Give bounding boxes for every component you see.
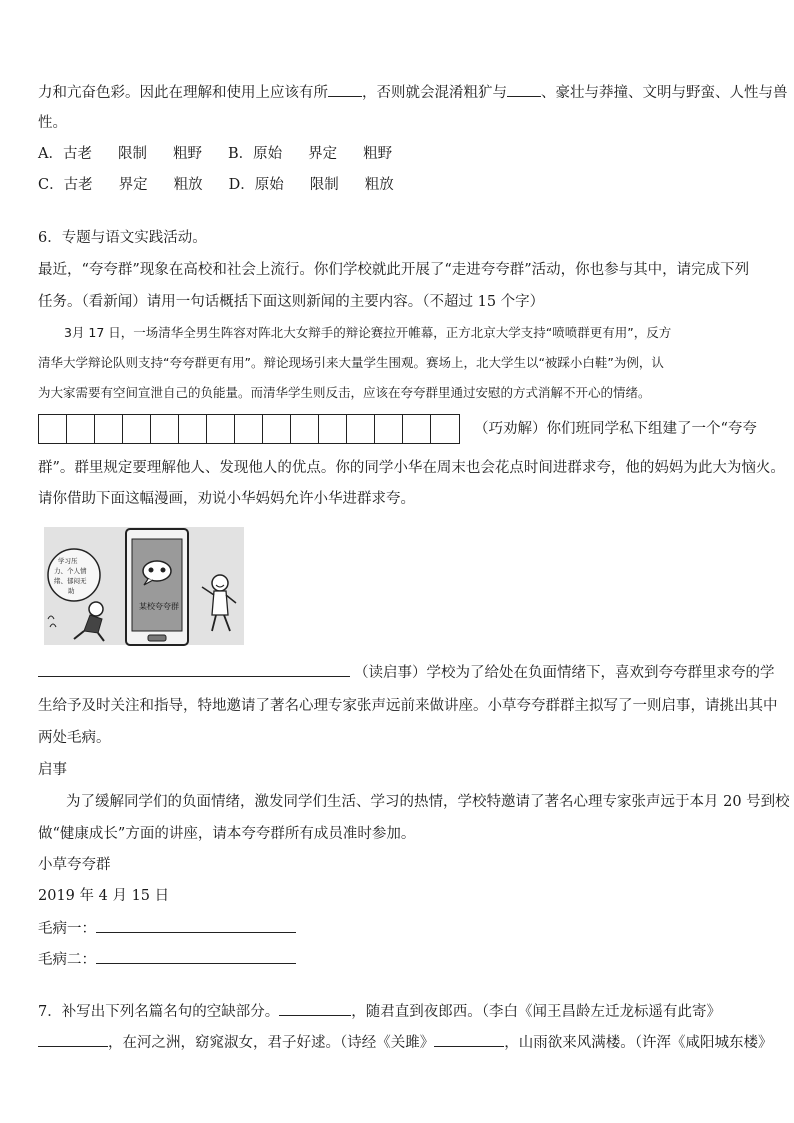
- answer-grid-cell[interactable]: [179, 415, 207, 443]
- option-d-1[interactable]: D．原始: [228, 177, 284, 193]
- q7-blank-2[interactable]: [38, 1031, 108, 1047]
- option-c-3: 粗放: [173, 177, 203, 193]
- option-b-1[interactable]: B．原始: [227, 146, 283, 162]
- happy-person: [212, 575, 228, 591]
- option-b-2: 界定: [308, 146, 338, 162]
- option-b-3: 粗野: [363, 146, 393, 162]
- task3-line-1: （读启事）学校为了给处在负面情绪下，喜欢到夸夸群里求夸的学: [354, 665, 775, 681]
- error-1-row: [38, 917, 296, 939]
- answer-grid-cell[interactable]: [39, 415, 67, 443]
- option-a-2: 限制: [117, 146, 147, 162]
- answer-grid-cell[interactable]: [207, 415, 235, 443]
- answer-grid-cell[interactable]: [151, 415, 179, 443]
- q5-stem-end: 性。: [38, 115, 67, 131]
- answer-grid[interactable]: [38, 414, 460, 444]
- notice-title: 启事: [38, 762, 67, 778]
- answer-grid-cell[interactable]: [291, 415, 319, 443]
- q6-intro-line-2: 任务。（看新闻）请用一句话概括下面这则新闻的主要内容。（不超过 15 个字）: [38, 294, 545, 310]
- q7-line-1: [38, 1000, 721, 1022]
- answer-grid-cell[interactable]: [263, 415, 291, 443]
- answer-grid-cell[interactable]: [235, 415, 263, 443]
- error-1-answer[interactable]: [96, 917, 296, 933]
- q7-blank-1[interactable]: [279, 1000, 351, 1016]
- q5-blank-2[interactable]: [507, 81, 541, 97]
- option-a-1[interactable]: A．古老: [38, 146, 92, 162]
- task3-answer-line[interactable]: [38, 676, 350, 677]
- notice-signature: 小草夸夸群: [38, 857, 111, 873]
- burden-text-1: 学习压: [58, 557, 78, 565]
- q5-blank-1[interactable]: [328, 81, 362, 97]
- task2-line-3: 请你借助下面这幅漫画，劝说小华妈妈允许小华进群求夸。: [38, 491, 415, 507]
- option-d-2: 限制: [309, 177, 339, 193]
- q7-title: 7．补写出下列名篇名句的空缺部分。: [38, 1004, 280, 1020]
- task3-line-2: 生给予及时关注和指导，特地邀请了著名心理专家张声远前来做讲座。小草夸夸群群主拟写了一则启事，请挑出其中: [38, 698, 778, 714]
- answer-grid-cell[interactable]: [319, 415, 347, 443]
- phone-label: 某校夸夸群: [139, 602, 179, 611]
- notice-body-line-1: 为了缓解同学们的负面情绪，激发同学们生活、学习的热情，学校特邀请了著名心理专家张声远于本月 20 号到校: [66, 794, 790, 810]
- answer-grid-cell[interactable]: [123, 415, 151, 443]
- cartoon-illustration: [40, 523, 246, 649]
- option-a-3: 粗野: [172, 146, 202, 162]
- q7-text-2: ，在河之洲，窈窕淑女，君子好逑。（诗经《关雎》: [108, 1035, 435, 1051]
- q5-stem-line: 力和亢奋色彩。因此在理解和使用上应该有所 ，否则就会混淆粗犷与 、豪壮与莽撞、文明与野蛮、人性与兽: [38, 81, 788, 103]
- news-line-3: 为大家需要有空间宣泄自己的负能量。而清华学生则反击，应该在夸夸群里通过安慰的方式消解不开心的情绪。: [38, 385, 651, 400]
- error-2-answer[interactable]: [96, 948, 296, 964]
- news-line-2: 清华大学辩论队则支持“夸夸群更有用”。辩论现场引来大量学生围观。赛场上，北大学生以“被踩小白鞋”为例，认: [38, 355, 664, 370]
- q7-blank-3[interactable]: [434, 1031, 504, 1047]
- burden-text-2: 力、个人情: [54, 567, 87, 575]
- q6-intro-line-1: 最近，“夸夸群”现象在高校和社会上流行。你们学校就此开展了“走进夸夸群”活动，你也参与其中，请完成下列: [38, 262, 750, 278]
- burden-text-4: 助: [68, 587, 75, 595]
- error-2-row: [38, 948, 296, 970]
- notice-date: 2019 年 4 月 15 日: [38, 888, 170, 904]
- task2-line-1: （巧劝解）你们班同学私下组建了一个“夸夸: [474, 421, 757, 437]
- answer-grid-cell[interactable]: [67, 415, 95, 443]
- q7-line-2: [38, 1031, 773, 1053]
- task2-line-2: 群”。群里规定要理解他人、发现他人的优点。你的同学小华在周末也会花点时间进群求夸，他的妈妈为此大为恼火。: [38, 460, 785, 476]
- answer-grid-cell[interactable]: [375, 415, 403, 443]
- q5-options-ab: [38, 144, 418, 164]
- task3-line-3: 两处毛病。: [38, 730, 111, 746]
- q7-text-3: ，山雨欲来风满楼。（许浑《咸阳城东楼》: [504, 1035, 773, 1051]
- answer-grid-cell[interactable]: [431, 415, 459, 443]
- option-c-1[interactable]: C．古老: [38, 177, 93, 193]
- q7-text-1: ，随君直到夜郎西。（李白《闻王昌龄左迁龙标遥有此寄》: [351, 1004, 721, 1020]
- error-1-label: 毛病一：: [38, 921, 96, 937]
- q5-options-cd: [38, 175, 420, 195]
- error-2-label: 毛病二：: [38, 952, 96, 968]
- option-c-2: 界定: [118, 177, 148, 193]
- burden-text-3: 绪、郁闷无: [54, 577, 87, 585]
- answer-grid-cell[interactable]: [95, 415, 123, 443]
- q6-title: 6．专题与语文实践活动。: [38, 230, 207, 246]
- answer-grid-cell[interactable]: [403, 415, 431, 443]
- answer-grid-cell[interactable]: [347, 415, 375, 443]
- news-line-1: 3月 17 日，一场清华全男生阵容对阵北大女辩手的辩论赛拉开帷幕，正方北京大学支持“喷喷群更有用”，反方: [64, 325, 672, 340]
- chat-bubble-icon: [143, 561, 171, 581]
- notice-body-line-2: 做“健康成长”方面的讲座，请本夸夸群所有成员准时参加。: [38, 826, 416, 842]
- option-d-3: 粗放: [364, 177, 394, 193]
